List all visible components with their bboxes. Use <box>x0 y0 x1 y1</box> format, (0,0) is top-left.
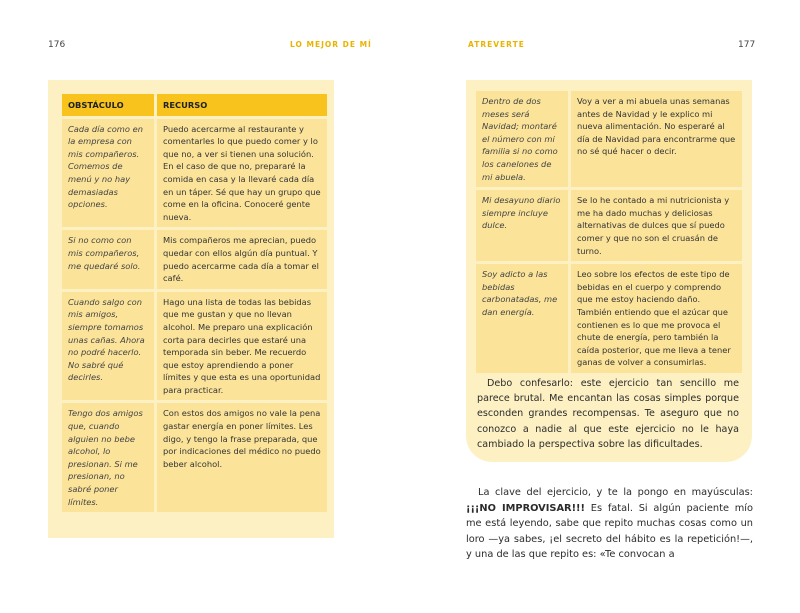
body-text-emphasis: ¡¡¡NO IMPROVISAR!!! <box>466 502 585 514</box>
table-row <box>476 264 742 373</box>
table-row <box>62 292 327 401</box>
page-number-right: 177 <box>738 40 756 50</box>
obstacle-cell: Tengo dos amigos que, cuando alguien no bebe alcohol, lo presionan. Si me presionan, no sabré poner límites. <box>62 403 154 512</box>
resource-cell: Leo sobre los efectos de este tipo de bebidas en el cuerpo y comprendo que me estoy haciendo daño. También entiendo que el azúcar que contienen es lo que me provoca el chute de energía, pero también la caída posterior, que me lleva a tener ganas de volver a consumirlas. <box>568 264 742 373</box>
running-head-right: ATREVERTE <box>468 40 525 49</box>
table-row <box>62 403 327 512</box>
obstacle-table-right <box>476 88 742 376</box>
obstacle-cell: Cada día como en la empresa con mis compañeros. Comemos de menú y no hay demasiadas opciones. <box>62 119 154 228</box>
table-row <box>62 230 327 288</box>
header-resource: RECURSO <box>154 94 327 116</box>
obstacle-cell: Dentro de dos meses será Navidad; montaré el número con mi familia si no como los canelones de mi abuela. <box>476 91 568 187</box>
box-paragraph: Debo confesarlo: este ejercicio tan sencillo me parece brutal. Me encantan las cosas simples porque esconden grandes recompensas. Te aseguro que no conozco a nadie al que este ejercicio no le haya cambiado la perspectiva sobre las dificultades. <box>477 378 739 450</box>
obstacle-cell: Mi desayuno diario siempre incluye dulce. <box>476 190 568 261</box>
page-number-left: 176 <box>48 40 66 50</box>
body-text-end: Es fatal. Si algún paciente mío me está leyendo, sabe que repito muchas cosas como un loro —ya sabes, ¡el secreto del hábito es la repetición!—, y una de las que repito es: «Te convocan a <box>466 502 753 561</box>
body-text-start: La clave del ejercicio, y te la pongo en mayúsculas: <box>478 487 753 498</box>
obstacle-cell: Soy adicto a las bebidas carbonatadas, me dan energía. <box>476 264 568 373</box>
resource-cell: Con estos dos amigos no vale la pena gastar energía en poner límites. Les digo, y tengo la frase preparada, que por indicaciones del médico no puedo beber alcohol. <box>154 403 327 512</box>
obstacle-cell: Cuando salgo con mis amigos, siempre tomamos unas cañas. Ahora no podré hacerlo. No sabré qué decirles. <box>62 292 154 401</box>
obstacle-table-left <box>62 91 327 515</box>
obstacle-cell: Si no como con mis compañeros, me quedaré solo. <box>62 230 154 288</box>
table-row <box>62 119 327 228</box>
body-paragraph <box>466 485 753 563</box>
header-obstacle: OBSTÁCULO <box>62 94 154 116</box>
table-header-row <box>62 94 327 116</box>
resource-cell: Mis compañeros me aprecian, puedo quedar con ellos algún día puntual. Y puedo acercarme cada día a tomar el café. <box>154 230 327 288</box>
resource-cell: Hago una lista de todas las bebidas que me gustan y que no llevan alcohol. Me preparo una explicación corta para decirles que estaré una temporada sin beber. Me recuerdo que estoy aprendiendo a poner límites y que esta es una oportunidad para practicar. <box>154 292 327 401</box>
resource-cell: Se lo he contado a mi nutricionista y me ha dado muchas y deliciosas alternativas de dulces que sí puedo comer y que no son el cruasán de turno. <box>568 190 742 261</box>
resource-cell: Puedo acercarme al restaurante y comentarles lo que puedo comer y lo que no, a ver si tienen una solución. En el caso de que no, prepararé la comida en casa y la llevaré cada día en un táper. Sé que hay un grupo que come en la oficina. Conoceré gente nueva. <box>154 119 327 228</box>
resource-cell: Voy a ver a mi abuela unas semanas antes de Navidad y le explico mi nueva alimentación. No esperaré al día de Navidad para encontrarme que no sé qué hacer o decir. <box>568 91 742 187</box>
running-head-left: LO MEJOR DE MÍ <box>290 40 372 49</box>
table-row <box>476 91 742 187</box>
table-row <box>476 190 742 261</box>
